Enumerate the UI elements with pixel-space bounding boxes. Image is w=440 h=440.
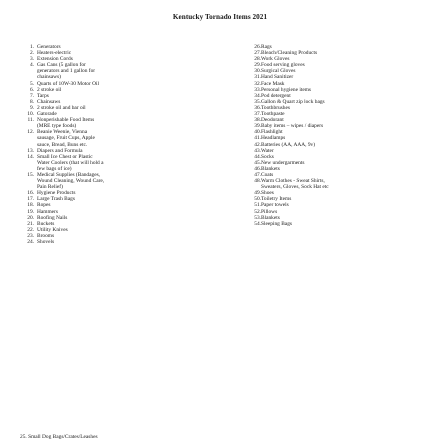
item-text-line: Extension Cords bbox=[37, 56, 73, 63]
item-number: 4. bbox=[29, 62, 34, 69]
item-text-line: Flashlight bbox=[261, 129, 283, 136]
item-number: 29. bbox=[254, 62, 261, 69]
list-item bbox=[20, 172, 182, 190]
item-text-line: Large Trash Bags bbox=[37, 196, 75, 203]
item-text bbox=[37, 62, 182, 80]
item-number: 50. bbox=[254, 196, 261, 203]
item-text-line: Sweaters, Gloves, Sock Hat etc bbox=[261, 184, 329, 191]
item-number: 27. bbox=[254, 50, 261, 57]
item-number: 6. bbox=[29, 86, 34, 93]
item-text-line: Water Coolers (that will hold a bbox=[37, 159, 104, 166]
list-item bbox=[20, 129, 182, 147]
item-text-line: 2 stroke oil and bar oil bbox=[37, 104, 86, 111]
clipped-list-item: 25. Small Dog Bags/Crates/Leashes bbox=[20, 434, 98, 440]
item-text-line: Headlamps bbox=[261, 135, 286, 142]
item-number: 40. bbox=[254, 129, 261, 136]
item-text-line: Baby items – wipes / diapers bbox=[261, 123, 324, 130]
item-text-line: Deodorant bbox=[261, 117, 284, 124]
item-number: 19. bbox=[27, 208, 34, 215]
item-number: 10. bbox=[27, 111, 34, 118]
item-number: 2. bbox=[29, 50, 34, 57]
item-number: 3. bbox=[29, 56, 34, 63]
item-number: 14. bbox=[27, 153, 34, 160]
item-number: 28. bbox=[254, 56, 261, 63]
item-number: 11. bbox=[27, 117, 34, 124]
item-number: 8. bbox=[29, 98, 34, 105]
item-text-line: (MRE type foods) bbox=[37, 123, 77, 130]
item-text bbox=[37, 154, 182, 172]
item-text-line: Pillows bbox=[261, 208, 278, 215]
item-number: 52. bbox=[254, 208, 261, 215]
item-number: 21. bbox=[27, 220, 34, 227]
item-number: 23. bbox=[27, 232, 34, 239]
item-text-line: Medical Supplies (Bandages, bbox=[37, 171, 101, 178]
item-number: 42. bbox=[254, 141, 261, 148]
list-item bbox=[20, 117, 182, 129]
item-number: 47. bbox=[254, 171, 261, 178]
item-text-line: Heaters-electric bbox=[37, 50, 72, 57]
item-text-line: Food serving gloves bbox=[261, 62, 305, 69]
item-text-line: Small Ice Chest or Plastic bbox=[37, 153, 93, 160]
item-number: 49. bbox=[254, 190, 261, 197]
item-number: 46. bbox=[254, 165, 261, 172]
item-text-line: Tarps bbox=[37, 92, 49, 99]
item-text-line: Sleeping Bags bbox=[261, 220, 292, 227]
item-number: 48. bbox=[254, 178, 261, 185]
item-text-line: Roofing Nails bbox=[37, 214, 68, 221]
item-text-line: Batteries (AA, AAA, 9v) bbox=[261, 141, 316, 148]
item-number: 24. bbox=[27, 239, 34, 245]
item-text-line: Surgical Gloves bbox=[261, 68, 296, 75]
item-number: 34. bbox=[254, 92, 261, 99]
item-text-line: generators and 1 gallon for bbox=[37, 68, 96, 75]
item-number: 31. bbox=[254, 74, 261, 81]
list-item bbox=[20, 62, 182, 80]
item-number: 5. bbox=[29, 80, 34, 87]
item-text-line: Gatorade bbox=[37, 111, 57, 118]
item-text-line: Quarts of 10W-30 Motor Oil bbox=[37, 80, 99, 87]
item-text-line: Wound Cleaning, Wound Care, bbox=[37, 178, 105, 185]
item-number: 33. bbox=[254, 86, 261, 93]
item-text bbox=[261, 221, 416, 227]
item-text-line: Work Gloves bbox=[261, 56, 290, 63]
item-number: 17. bbox=[27, 196, 34, 203]
item-number: 13. bbox=[27, 147, 34, 154]
item-text-line: sauce, Bread, Buns etc. bbox=[37, 141, 88, 148]
item-number: 16. bbox=[27, 190, 34, 197]
item-text-line: Shoes bbox=[261, 190, 274, 197]
item-number: 7. bbox=[29, 92, 34, 99]
item-text-line: 2 stroke oil bbox=[37, 86, 62, 93]
left-item-list bbox=[20, 44, 182, 245]
item-number: 35. bbox=[254, 98, 261, 105]
item-number: 41. bbox=[254, 135, 261, 142]
item-number: 1. bbox=[29, 44, 34, 50]
item-text-line: Utility Knives bbox=[37, 226, 68, 233]
item-text bbox=[37, 239, 182, 245]
item-text-line: few bags of ice) bbox=[37, 165, 72, 172]
item-text-line: Warm Clothes - Sweat Shirts, bbox=[261, 178, 325, 185]
item-number: 38. bbox=[254, 117, 261, 124]
item-text-line: Nonperishable Food Items bbox=[37, 117, 95, 124]
item-number: 12. bbox=[27, 129, 34, 136]
item-number: 20. bbox=[27, 214, 34, 221]
item-text-line: Pod detergent bbox=[261, 92, 291, 99]
item-text bbox=[37, 129, 182, 147]
item-number: 45. bbox=[254, 159, 261, 166]
item-number: 43. bbox=[254, 147, 261, 154]
item-text-line: Toothbrushes bbox=[261, 104, 290, 111]
item-text-line: Hand Sanitizer bbox=[261, 74, 294, 81]
item-text-line: Toiletry Items bbox=[261, 196, 292, 203]
item-text-line: Blankets bbox=[261, 165, 280, 172]
item-number: 30. bbox=[254, 68, 261, 75]
right-item-list bbox=[251, 44, 416, 227]
item-number: 53. bbox=[254, 214, 261, 221]
document-title: Kentucky Tornado Items 2021 bbox=[172, 13, 268, 21]
item-text-line: sausage, Fruit Cups, Apple bbox=[37, 135, 95, 142]
item-text-line: Paper towels bbox=[261, 202, 289, 209]
item-text-line: Toothpaste bbox=[261, 111, 285, 118]
item-text-line: chainsaws) bbox=[37, 74, 61, 81]
list-item bbox=[20, 154, 182, 172]
item-text-line: Ropes bbox=[37, 202, 51, 209]
item-text-line: Coats bbox=[261, 171, 274, 178]
item-text-line: Bleach/Cleaning Products bbox=[261, 50, 318, 57]
item-text-line: Socks bbox=[261, 153, 274, 160]
item-number: 26. bbox=[254, 44, 261, 50]
item-text-line: New undergarments bbox=[261, 159, 305, 166]
item-number: 22. bbox=[27, 226, 34, 233]
item-number: 32. bbox=[254, 80, 261, 87]
list-item bbox=[251, 178, 416, 190]
item-text-line: Gas Cans (5 gallon for bbox=[37, 62, 86, 69]
item-number: 39. bbox=[254, 123, 261, 130]
item-number: 36. bbox=[254, 104, 261, 111]
item-text bbox=[37, 117, 182, 129]
item-text-line: Beanie Weenie, Vienna bbox=[37, 129, 88, 136]
item-text-line: Water bbox=[261, 147, 274, 154]
item-text-line: Hammers bbox=[37, 208, 58, 215]
item-text bbox=[37, 172, 182, 190]
item-number: 18. bbox=[27, 202, 34, 209]
item-number: 51. bbox=[254, 202, 261, 209]
list-item bbox=[251, 221, 416, 227]
item-text-line: Buckets bbox=[37, 220, 55, 227]
item-text-line: Shovels bbox=[37, 239, 55, 245]
list-item bbox=[20, 239, 182, 245]
item-text-line: Generators bbox=[37, 44, 61, 50]
item-text-line: Pain Relief) bbox=[37, 184, 63, 191]
item-text-line: Face Mask bbox=[261, 80, 285, 87]
item-text-line: Gallon & Quart zip lock bags bbox=[261, 98, 325, 105]
item-text-line: Rags bbox=[261, 44, 272, 50]
item-text bbox=[261, 178, 416, 190]
item-number: 54. bbox=[254, 220, 261, 227]
item-text-line: Brooms bbox=[37, 232, 55, 239]
item-text-line: Blankets bbox=[261, 214, 280, 221]
item-number: 37. bbox=[254, 111, 261, 118]
item-number: 15. bbox=[27, 171, 34, 178]
item-text-line: Personal hygiene items bbox=[261, 86, 312, 93]
item-text-line: Chainsaws bbox=[37, 98, 61, 105]
item-text-line: Hygiene Products bbox=[37, 190, 76, 197]
item-number: 9. bbox=[29, 104, 34, 111]
item-number: 44. bbox=[254, 153, 261, 160]
item-text-line: Diapers and Formula bbox=[37, 147, 83, 154]
